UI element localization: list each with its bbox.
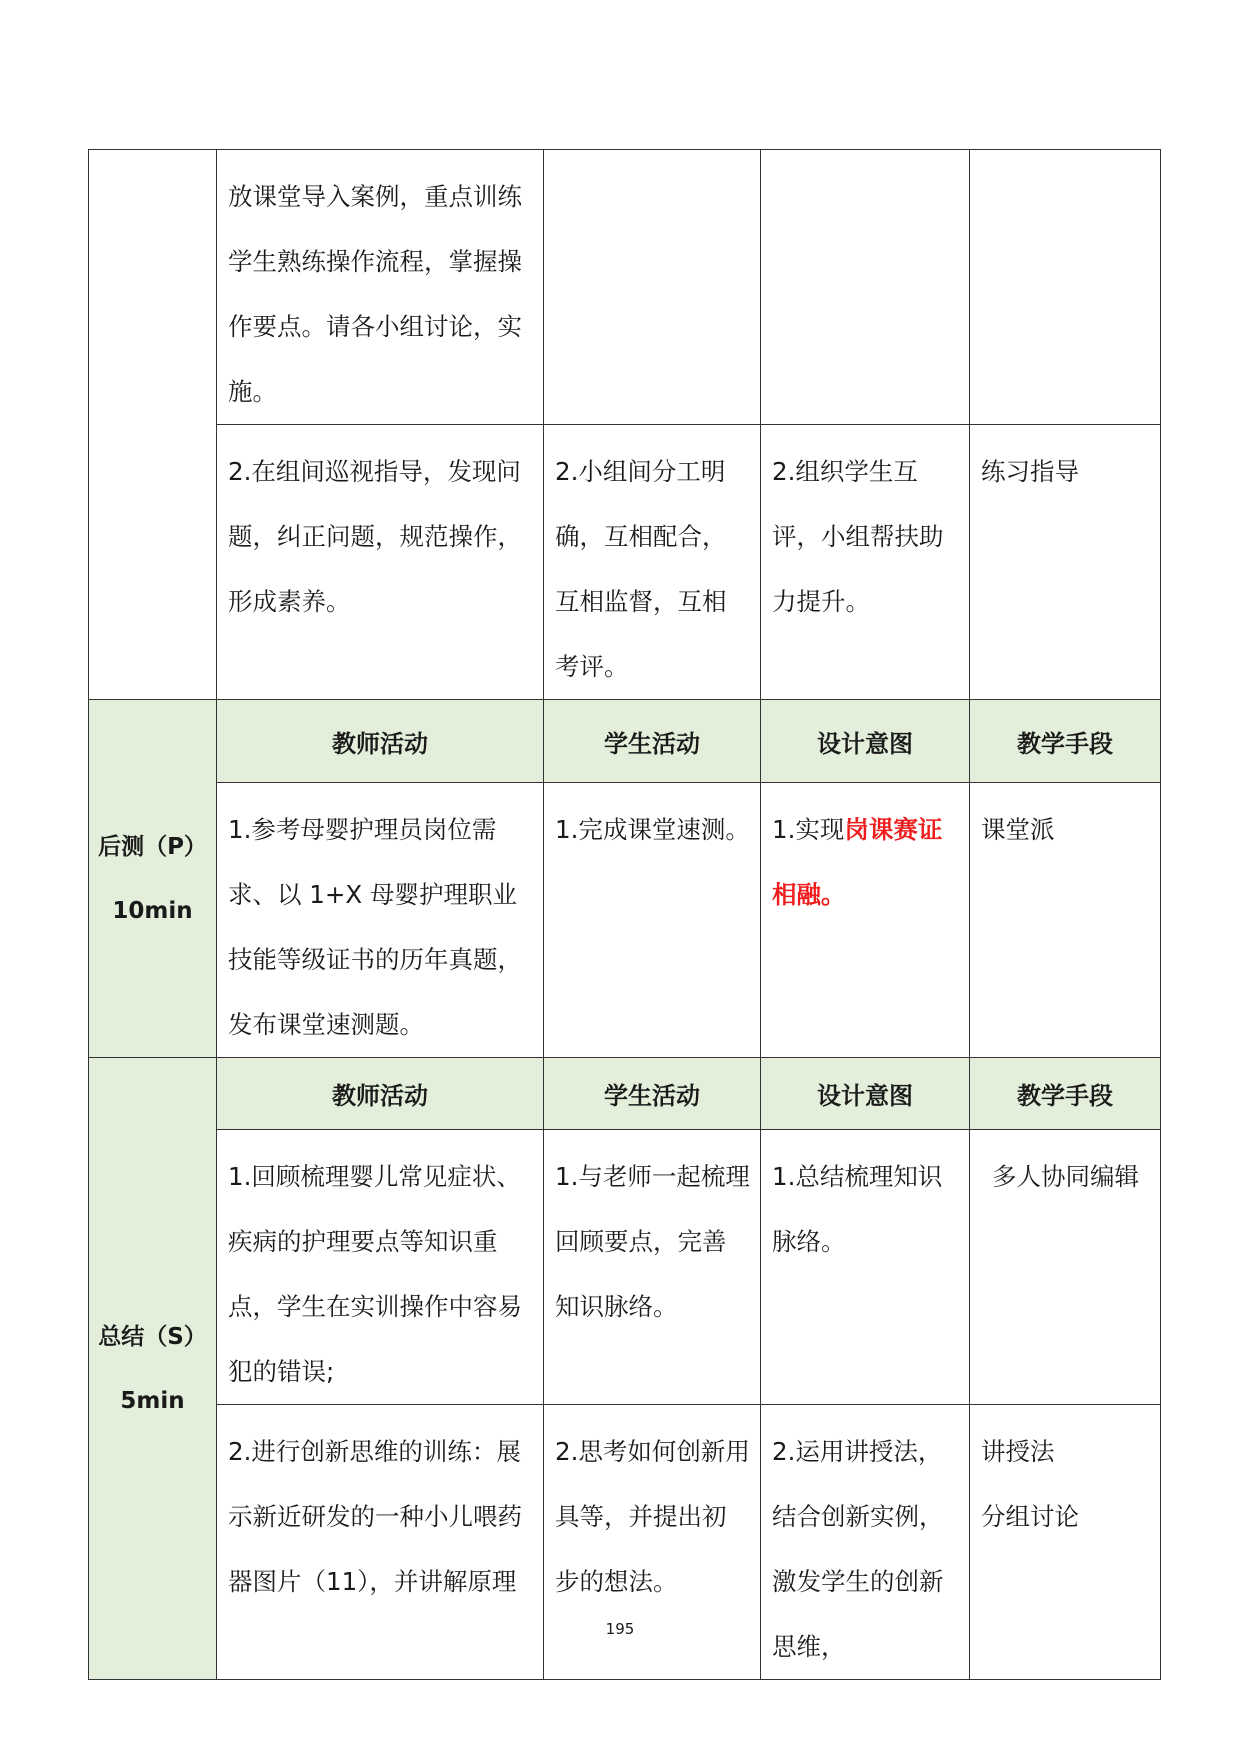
stage-name: 后测（P）	[98, 833, 207, 860]
design-intent-cell	[761, 783, 970, 1058]
teaching-means-line: 讲授法	[981, 1437, 1055, 1466]
stage-cell-summary	[89, 1058, 217, 1680]
stage-cell-empty	[89, 150, 217, 700]
teaching-means-cell: 课堂派	[970, 783, 1161, 1058]
student-activity-cell: 2.思考如何创新用具等，并提出初步的想法。	[544, 1405, 761, 1680]
teacher-activity-cell: 1.参考母婴护理员岗位需求、以 1+X 母婴护理职业技能等级证书的历年真题，发布课堂速测题。	[217, 783, 544, 1058]
table-row	[89, 783, 1161, 1058]
page-number: 195	[605, 1620, 635, 1638]
teaching-means-cell: 练习指导	[970, 425, 1161, 700]
teacher-activity-cell: 1.回顾梳理婴儿常见症状、疾病的护理要点等知识重点，学生在实训操作中容易犯的错误;	[217, 1130, 544, 1405]
design-intent-cell: 2.组织学生互评，小组帮扶助力提升。	[761, 425, 970, 700]
header-teacher-activity: 教师活动	[217, 700, 544, 783]
teacher-activity-cell: 2.在组间巡视指导，发现问题，纠正问题，规范操作，形成素养。	[217, 425, 544, 700]
design-intent-cell	[761, 150, 970, 425]
header-teaching-means: 教学手段	[970, 700, 1161, 783]
header-row	[89, 700, 1161, 783]
teaching-means-line: 分组讨论	[981, 1502, 1079, 1531]
table-row	[89, 425, 1161, 700]
stage-time: 10min	[112, 897, 193, 924]
teaching-means-cell: 多人协同编辑	[970, 1130, 1161, 1405]
student-activity-cell: 1.与老师一起梳理回顾要点，完善知识脉络。	[544, 1130, 761, 1405]
teaching-means-cell	[970, 150, 1161, 425]
teacher-activity-cell: 2.进行创新思维的训练：展示新近研发的一种小儿喂药器图片（11），并讲解原理	[217, 1405, 544, 1680]
student-activity-cell: 1.完成课堂速测。	[544, 783, 761, 1058]
lesson-plan-table	[88, 149, 1161, 1680]
header-teacher-activity: 教师活动	[217, 1058, 544, 1130]
header-design-intent: 设计意图	[761, 700, 970, 783]
header-design-intent: 设计意图	[761, 1058, 970, 1130]
teacher-activity-cell: 放课堂导入案例，重点训练学生熟练操作流程，掌握操作要点。请各小组讨论，实施。	[217, 150, 544, 425]
stage-cell-post-test	[89, 700, 217, 1058]
table-row	[89, 150, 1161, 425]
stage-name: 总结（S）	[98, 1323, 207, 1350]
header-student-activity: 学生活动	[544, 700, 761, 783]
design-intent-highlight: 岗课赛证相融。	[772, 815, 943, 909]
table-row	[89, 1405, 1161, 1680]
design-intent-cell: 2.运用讲授法，结合创新实例，激发学生的创新思维，	[761, 1405, 970, 1680]
student-activity-cell: 2.小组间分工明确，互相配合，互相监督，互相考评。	[544, 425, 761, 700]
header-teaching-means: 教学手段	[970, 1058, 1161, 1130]
stage-time: 5min	[120, 1387, 185, 1414]
student-activity-cell	[544, 150, 761, 425]
table-row	[89, 1130, 1161, 1405]
design-intent-prefix: 1.实现	[772, 815, 845, 844]
header-student-activity: 学生活动	[544, 1058, 761, 1130]
teaching-means-cell	[970, 1405, 1161, 1680]
design-intent-cell: 1.总结梳理知识脉络。	[761, 1130, 970, 1405]
header-row	[89, 1058, 1161, 1130]
